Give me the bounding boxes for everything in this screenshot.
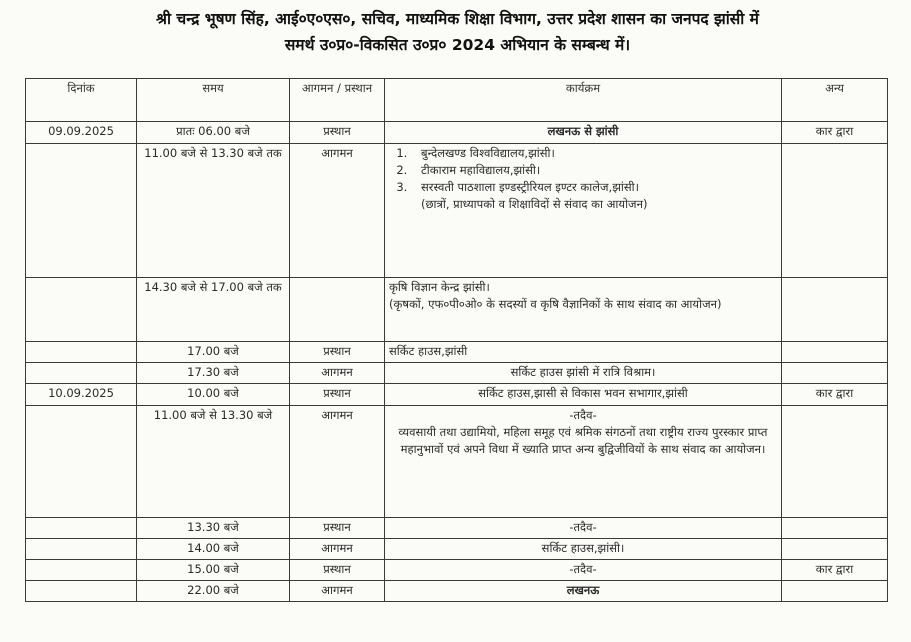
row-program: सर्किट हाउस,झांसी। xyxy=(385,539,782,560)
row-program: -तदैव- xyxy=(385,518,782,539)
table-row xyxy=(26,122,888,144)
row-program: लखनऊ xyxy=(385,581,782,602)
row-date xyxy=(26,363,137,384)
row-type: आगमन xyxy=(290,581,385,602)
row-other: कार द्वारा xyxy=(782,122,888,144)
heading-line-1: श्री चन्द्र भूषण सिंह, आई०ए०एस०, सचिव, माध्यमिक शिक्षा विभाग, उत्तर प्रदेश शासन का जनपद झांसी में xyxy=(156,10,759,28)
row-program: सर्किट हाउस,झांसी xyxy=(385,342,782,363)
row-date xyxy=(26,144,137,278)
document-heading xyxy=(40,6,875,58)
table-row xyxy=(26,384,888,406)
row-time: 10.00 बजे xyxy=(137,384,290,406)
row-other xyxy=(782,278,888,342)
row-time: 11.00 बजे से 13.30 बजे तक xyxy=(137,144,290,278)
row-other xyxy=(782,406,888,518)
row-program xyxy=(385,278,782,342)
program-note: (कृषकों, एफ०पी०ओ० के सदस्यों व कृषि वैज्ञानिकों के साथ संवाद का आयोजन) xyxy=(389,297,722,311)
row-date xyxy=(26,278,137,342)
row-type: प्रस्थान xyxy=(290,560,385,581)
header-program: कार्यक्रम xyxy=(385,79,782,122)
row-date xyxy=(26,539,137,560)
row-type xyxy=(290,278,385,342)
row-other xyxy=(782,363,888,384)
table-row xyxy=(26,518,888,539)
row-program: सर्किट हाउस,झासी से विकास भवन सभागार,झांसी xyxy=(385,384,782,406)
row-time: 14.00 बजे xyxy=(137,539,290,560)
row-type: प्रस्थान xyxy=(290,518,385,539)
row-other: कार द्वारा xyxy=(782,560,888,581)
row-time: 17.00 बजे xyxy=(137,342,290,363)
row-date: 10.09.2025 xyxy=(26,384,137,406)
header-time: समय xyxy=(137,79,290,122)
table-row xyxy=(26,144,888,278)
program-list xyxy=(389,145,777,196)
table-row xyxy=(26,560,888,581)
row-time: 15.00 बजे xyxy=(137,560,290,581)
row-other: कार द्वारा xyxy=(782,384,888,406)
table-header-row xyxy=(26,79,888,122)
table-row xyxy=(26,581,888,602)
row-type: प्रस्थान xyxy=(290,342,385,363)
row-program xyxy=(385,406,782,518)
header-arrival-departure: आगमन / प्रस्थान xyxy=(290,79,385,122)
row-time: 22.00 बजे xyxy=(137,581,290,602)
row-time: 14.30 बजे से 17.00 बजे तक xyxy=(137,278,290,342)
row-other xyxy=(782,342,888,363)
program-title: कृषि विज्ञान केन्द्र झांसी। xyxy=(389,280,490,294)
program-title: -तदैव- xyxy=(569,408,597,422)
row-date xyxy=(26,342,137,363)
row-other xyxy=(782,539,888,560)
row-type: प्रस्थान xyxy=(290,384,385,406)
row-date xyxy=(26,518,137,539)
row-other xyxy=(782,518,888,539)
row-other xyxy=(782,581,888,602)
row-date xyxy=(26,581,137,602)
table-row xyxy=(26,363,888,384)
row-time: प्रातः 06.00 बजे xyxy=(137,122,290,144)
row-time: 11.00 बजे से 13.30 बजे xyxy=(137,406,290,518)
row-type: प्रस्थान xyxy=(290,122,385,144)
table-row xyxy=(26,406,888,518)
row-program: लखनऊ से झांसी xyxy=(385,122,782,144)
row-type: आगमन xyxy=(290,539,385,560)
row-date xyxy=(26,406,137,518)
row-time: 17.30 बजे xyxy=(137,363,290,384)
row-type: आगमन xyxy=(290,406,385,518)
heading-line-2: समर्थ उ०प्र०-विकसित उ०प्र० 2024 अभियान के सम्बन्ध में। xyxy=(284,36,631,54)
header-date: दिनांक xyxy=(26,79,137,122)
row-type: आगमन xyxy=(290,363,385,384)
row-date xyxy=(26,560,137,581)
table-row xyxy=(26,278,888,342)
list-item: 3. सरस्वती पाठशाला इण्डस्ट्रीरियल इण्टर कालेज,झांसी। xyxy=(411,179,777,196)
row-type: आगमन xyxy=(290,144,385,278)
table-row xyxy=(26,539,888,560)
schedule-table xyxy=(25,78,888,602)
header-other: अन्य xyxy=(782,79,888,122)
list-item: 2. टीकाराम महाविद्यालय,झांसी। xyxy=(411,162,777,179)
row-program xyxy=(385,144,782,278)
row-program: सर्किट हाउस झांसी में रात्रि विश्राम। xyxy=(385,363,782,384)
row-program: -तदैव- xyxy=(385,560,782,581)
program-note: (छात्रों, प्राध्यापको व शिक्षाविदों से संवाद का आयोजन) xyxy=(421,197,648,211)
list-item: 1. बुन्देलखण्ड विश्वविद्यालय,झांसी। xyxy=(411,145,777,162)
row-other xyxy=(782,144,888,278)
table-row xyxy=(26,342,888,363)
row-date: 09.09.2025 xyxy=(26,122,137,144)
row-time: 13.30 बजे xyxy=(137,518,290,539)
program-note: व्यवसायी तथा उद्यामियो, महिला समूह एवं श्रमिक संगठनों तथा राष्ट्रीय राज्य पुरस्कार प्राप्त महानुभावों एवं अपने विधा में ख्याति प्राप्त अन्य बुद्विजीवियों के साथ संवाद का आयोजन। xyxy=(398,425,768,456)
